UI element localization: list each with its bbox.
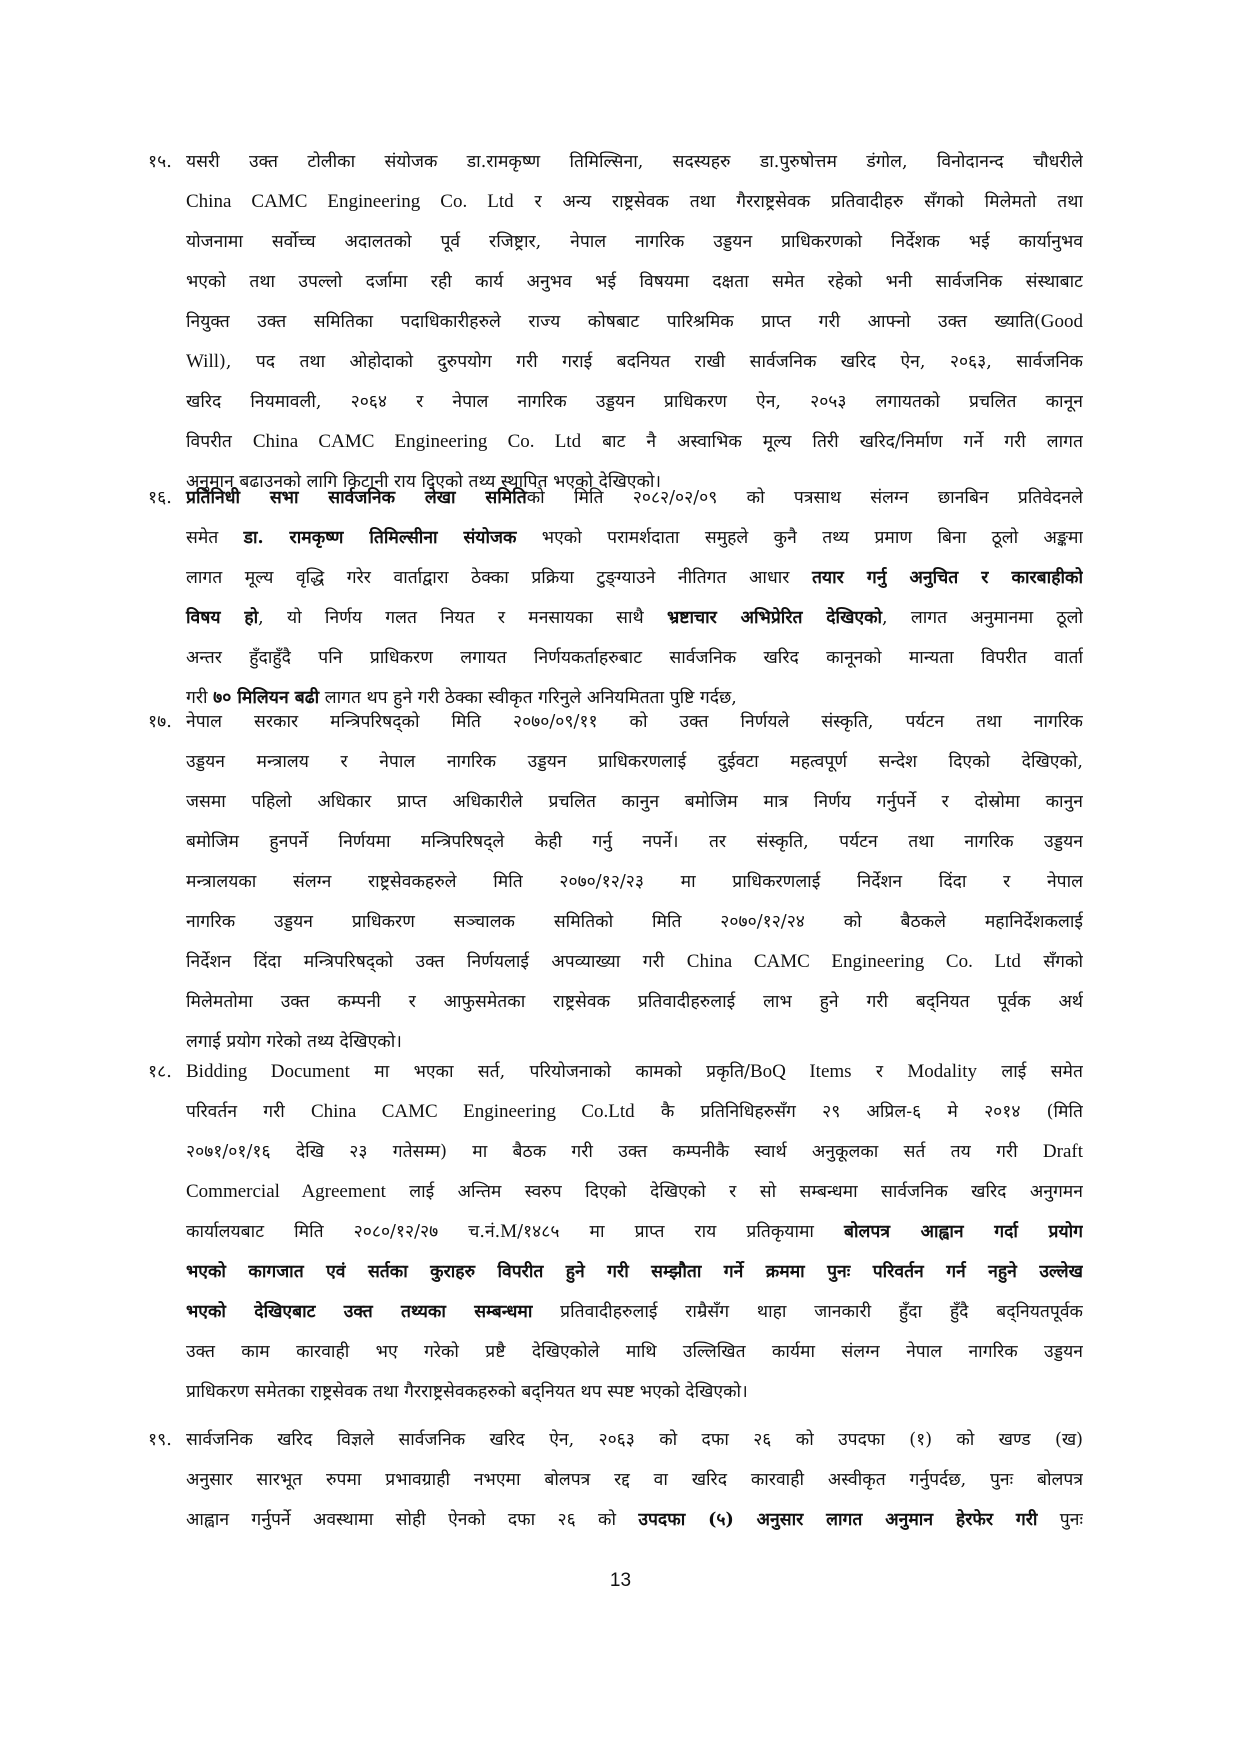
numbered-paragraph [148,142,1083,502]
latin-text: Good [1040,311,1083,332]
text-run: , लागत अनुमानमा ठूलो [882,608,1083,628]
latin-text: Draft [1042,1141,1083,1162]
text-run: आह्वान गर्नुपर्ने अवस्थामा सोही ऐनको दफा २६ को [186,1510,639,1530]
text-line [148,342,1083,382]
text-run: २०७१/०१/१६ देखि २३ गतेसम्म) मा बैठक गरी उक्त कम्पनीकै स्वार्थ अनुकूलका सर्त तय गरी [186,1142,1043,1162]
paragraph-number: १६. [148,488,172,508]
text-run: विपरीत [186,432,253,452]
latin-text: Bidding Document [186,1061,350,1082]
text-run: सार्वजनिक खरिद विज्ञले सार्वजनिक खरिद ऐन, २०६३ को दफा २६ को उपदफा (१) को खण्ड (ख) [186,1430,1083,1450]
latin-text: China CAMC Engineering Co. Ltd [186,191,514,212]
text-run: र [851,1062,908,1082]
text-run: लाई समेत [977,1062,1083,1082]
text-run: निर्देशन दिंदा मन्त्रिपरिषद्को उक्त निर्णयलाई अपव्याख्या गरी [186,952,687,972]
latin-text: BoQ Items [749,1061,852,1082]
text-line [148,942,1083,982]
text-run: अनुसार सारभूत रुपमा प्रभावग्राही नभएमा बोलपत्र रद्द वा खरिद कारवाही अस्वीकृत गर्नुपर्दछ, पुनः बोलपत्र [186,1470,1083,1490]
text-line [148,1252,1083,1292]
latin-text: Modality [907,1061,978,1082]
text-line [148,142,1083,182]
numbered-paragraph [148,702,1083,1062]
text-run: र अन्य राष्ट्रसेवक तथा गैरराष्ट्रसेवक प्रतिवादीहरु सँगको मिलेमतो तथा [513,192,1083,212]
text-run: /१४८५ मा प्राप्त राय प्रतिकृयामा [517,1222,845,1242]
bold-text: विषय हो [186,608,259,628]
text-line [148,862,1083,902]
text-line [148,222,1083,262]
numbered-paragraph [148,1420,1083,1540]
text-line [148,262,1083,302]
text-run: जसमा पहिलो अधिकार प्राप्त अधिकारीले प्रचलित कानुन बमोजिम मात्र निर्णय गर्नुपर्ने र दोस्रोमा कानुन [186,792,1083,812]
text-line [148,638,1083,678]
text-run: प्रतिवादीहरुलाई राम्रैसँग थाहा जानकारी हुँदा हुँदै बद्नियतपूर्वक [532,1302,1083,1322]
text-run: को मिति २०८२/०२/०९ को पत्रसाथ संलग्न छानबिन प्रतिवेदनले [526,488,1083,508]
text-run: पुनः [1037,1510,1083,1530]
text-run: मन्त्रालयका संलग्न राष्ट्रसेवकहरुले मिति २०७०/१२/२३ मा प्राधिकरणलाई निर्देशन दिंदा र नेपाल [186,872,1083,892]
numbered-paragraph [148,478,1083,718]
text-line [148,1420,1083,1460]
text-line [148,782,1083,822]
text-run: गरी [186,688,214,708]
text-run: ), पद तथा ओहोदाको दुरुपयोग गरी गराई बदनियत राखी सार्वजनिक खरिद ऐन, २०६३, सार्वजनिक [219,352,1083,372]
text-run: नेपाल सरकार मन्त्रिपरिषद्को मिति २०७०/०९/११ को उक्त निर्णयले संस्कृति, पर्यटन तथा नागरिक [186,712,1083,732]
paragraph-number: १८. [148,1062,172,1082]
text-run: परिवर्तन गरी [186,1102,311,1122]
text-run: उड्डयन मन्त्रालय र नेपाल नागरिक उड्डयन प्राधिकरणलाई दुईवटा महत्वपूर्ण सन्देश दिएको देखिएको, [186,752,1083,772]
text-line [148,1212,1083,1252]
text-run: नियुक्त उक्त समितिका पदाधिकारीहरुले राज्य कोषबाट पारिश्रमिक प्राप्त गरी आफ्नो उक्त ख्याति( [186,312,1041,332]
text-line [148,1500,1083,1540]
latin-text: Commercial Agreement [186,1181,386,1202]
numbered-paragraph [148,1052,1083,1412]
text-run: प्राधिकरण समेतका राष्ट्रसेवक तथा गैरराष्ट्रसेवकहरुको बद्नियत थप स्पष्ट भएको देखिएको। [186,1382,748,1402]
paragraph-number: १५. [148,152,172,172]
text-run: अनुमान बढाउनको लागि किटानी राय दिएको तथ्य स्थापित भएको देखिएको। [186,472,662,492]
text-line [148,1052,1083,1092]
paragraph-number: १९. [148,1430,172,1450]
bold-text: भ्रष्टाचार अभिप्रेरित देखिएको [666,608,883,628]
text-run: कार्यालयबाट मिति २०८०/१२/२७ च.नं. [186,1222,501,1242]
latin-text: China CAMC Engineering Co. Ltd [686,951,1021,972]
text-run: , यो निर्णय गलत नियत र मनसायका साथै [258,608,667,628]
text-run: लगाई प्रयोग गरेको तथ्य देखिएको। [186,1032,402,1052]
text-line [148,422,1083,462]
text-line [148,1292,1083,1332]
text-run: लाई अन्तिम स्वरुप दिएको देखिएको र सो सम्बन्धमा सार्वजनिक खरिद अनुगमन [385,1182,1083,1202]
text-line [148,1332,1083,1372]
text-run: मा भएका सर्त, परियोजनाको कामको प्रकृति/ [349,1062,750,1082]
text-line [148,1172,1083,1212]
latin-text: Will [186,351,220,372]
text-line [148,302,1083,342]
text-line [148,478,1083,518]
text-run: नागरिक उड्डयन प्राधिकरण सञ्चालक समितिको मिति २०७०/१२/२४ को बैठकले महानिर्देशकलाई [186,912,1083,932]
paragraph-number: १७. [148,712,172,732]
text-line [148,1372,1083,1412]
latin-text: China CAMC Engineering Co. Ltd [252,431,582,452]
latin-text: China CAMC Engineering Co.Ltd [310,1101,635,1122]
bold-text: डा. रामकृष्ण तिमिल्सीना संयोजक [243,528,517,548]
text-run: सँगको [1020,952,1083,972]
bold-text: ७० मिलियन बढी [213,688,320,708]
text-line [148,518,1083,558]
text-line [148,558,1083,598]
text-run: समेत [186,528,244,548]
text-run: कै प्रतिनिधिहरुसँग २९ अप्रिल-६ मे २०१४ (मिति [634,1102,1083,1122]
text-run: भएको परामर्शदाता समुहले कुनै तथ्य प्रमाण बिना ठूलो अङ्कमा [516,528,1083,548]
text-run: लागत थप हुने गरी ठेक्का स्वीकृत गरिनुले अनियमितता पुष्टि गर्दछ, [319,688,737,708]
text-run: अन्तर हुँदाहुँदै पनि प्राधिकरण लगायत निर्णयकर्ताहरुबाट सार्वजनिक खरिद कानूनको मान्यता विपरीत वार्ता [186,648,1083,668]
text-line [148,1460,1083,1500]
text-line [148,702,1083,742]
text-line [148,1092,1083,1132]
bold-text: तयार गर्नु अनुचित र कारबाहीको [811,568,1083,588]
text-run: बाट नै अस्वाभिक मूल्य तिरी खरिद/निर्माण गर्ने गरी लागत [581,432,1083,452]
text-line [148,182,1083,222]
text-run: लागत मूल्य वृद्धि गरेर वार्ताद्वारा ठेक्का प्रक्रिया टुङ्ग्याउने नीतिगत आधार [186,568,812,588]
text-line [148,982,1083,1022]
latin-text: M [500,1221,518,1242]
text-run: मिलेमतोमा उक्त कम्पनी र आफुसमेतका राष्ट्रसेवक प्रतिवादीहरुलाई लाभ हुने गरी बद्नियत पूर्वक अर्थ [186,992,1083,1012]
bold-text: प्रतिनिधी सभा सार्वजनिक लेखा समिति [186,488,527,508]
bold-text: भएको कागजात एवं सर्तका कुराहरु विपरीत हुने गरी सम्झौता गर्ने क्रममा पुनः परिवर्तन गर्न नहुने उल्लेख [186,1262,1083,1282]
text-run: भएको तथा उपल्लो दर्जामा रही कार्य अनुभव भई विषयमा दक्षता समेत रहेको भनी सार्वजनिक संस्थाबाट [186,272,1083,292]
text-run: उक्त काम कारवाही भए गरेको प्रष्टै देखिएकोले माथि उल्लिखित कार्यमा संलग्न नेपाल नागरिक उड्डयन [186,1342,1083,1362]
text-run: बमोजिम हुनपर्ने निर्णयमा मन्त्रिपरिषद्ले केही गर्नु नपर्ने। तर संस्कृति, पर्यटन तथा नागरिक उड्डयन [186,832,1083,852]
bold-text: बोलपत्र आह्वान गर्दा प्रयोग [844,1222,1083,1242]
text-line [148,742,1083,782]
text-line [148,822,1083,862]
text-run: खरिद नियमावली, २०६४ र नेपाल नागरिक उड्डयन प्राधिकरण ऐन, २०५३ लगायतको प्रचलित कानून [186,392,1083,412]
text-run: यसरी उक्त टोलीका संयोजक डा.रामकृष्ण तिमिल्सिना, सदस्यहरु डा.पुरुषोत्तम डंगोल, विनोदानन्द चौधरीले [186,152,1083,172]
bold-text: भएको देखिएबाट उक्त तथ्यका सम्बन्धमा [186,1302,533,1322]
page-number: 13 [609,1570,632,1591]
text-line [148,382,1083,422]
text-line [148,1132,1083,1172]
text-line [148,598,1083,638]
text-line [148,902,1083,942]
text-run: योजनामा सर्वोच्च अदालतको पूर्व रजिष्ट्रार, नेपाल नागरिक उड्डयन प्राधिकरणको निर्देशक भई कार्यानुभव [186,232,1083,252]
bold-text: उपदफा (५) अनुसार लागत अनुमान हेरफेर गरी [638,1510,1038,1530]
